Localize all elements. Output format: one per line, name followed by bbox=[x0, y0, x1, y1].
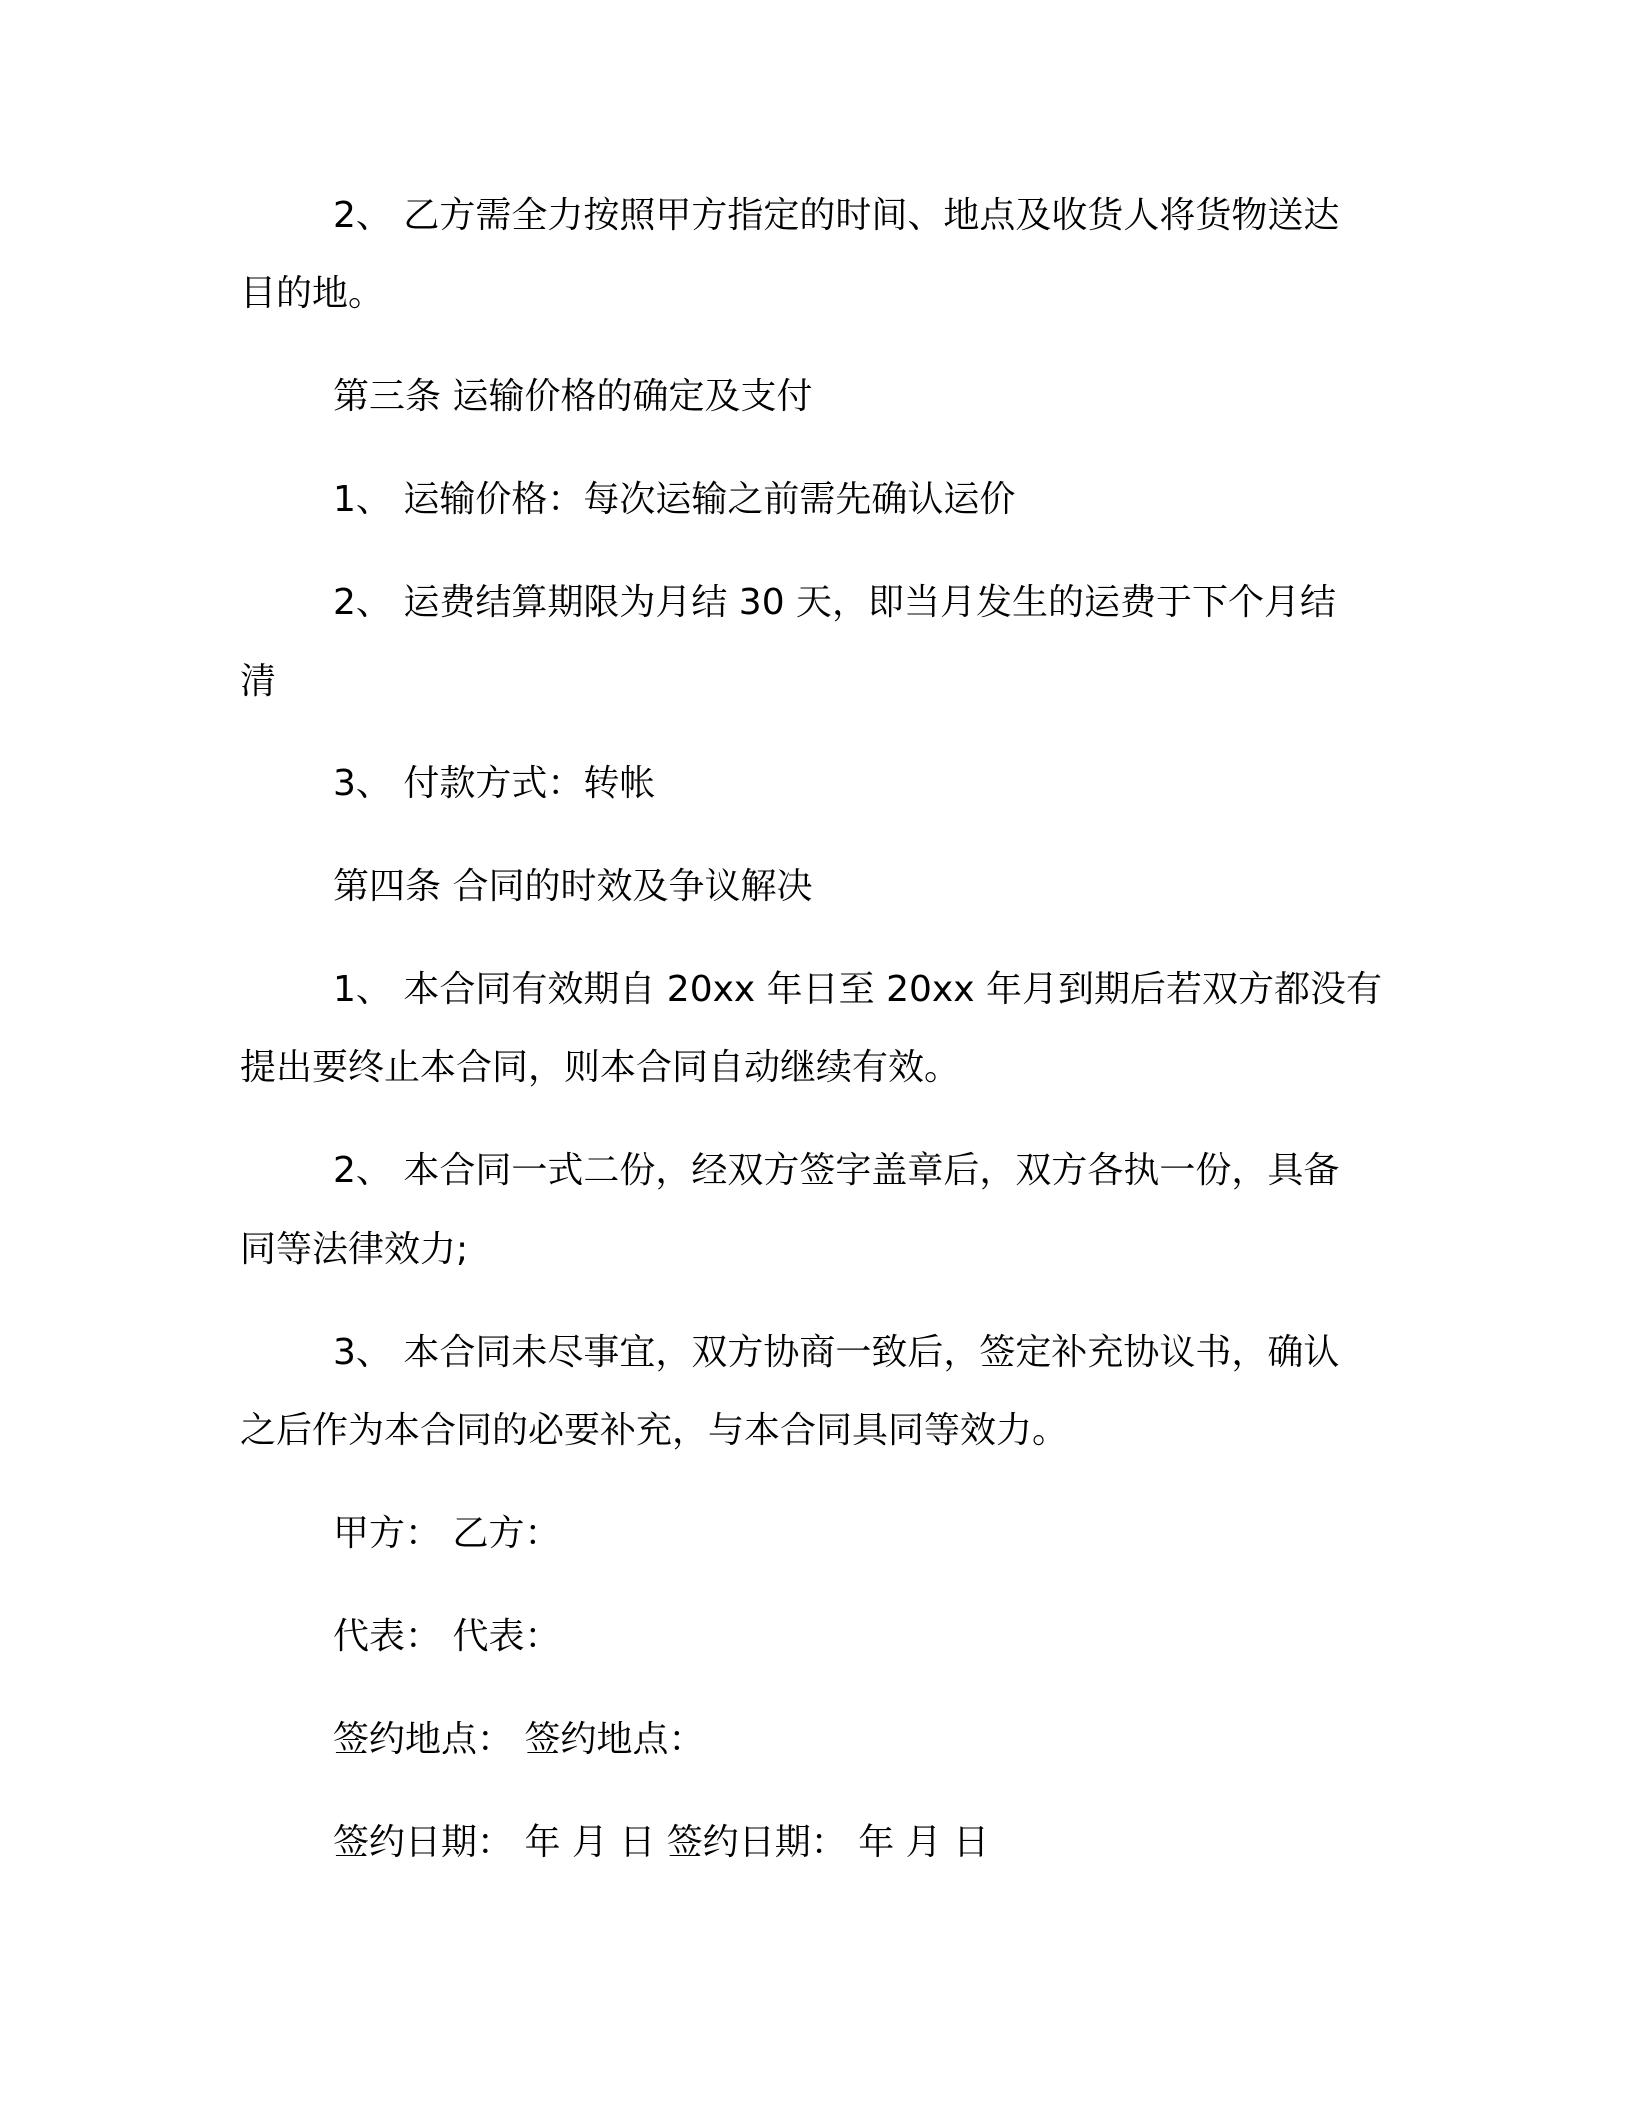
article-4-clause-2-line-2: 同等法律效力; bbox=[240, 1229, 469, 1270]
signature-place-line: 签约地点： 签约地点： bbox=[333, 1719, 705, 1760]
article-4-clause-3-line-1: 3、 本合同未尽事宜，双方协商一致后，签定补充协议书，确认 bbox=[333, 1332, 1340, 1373]
article-4-clause-1-line-2: 提出要终止本合同，则本合同自动继续有效。 bbox=[240, 1047, 961, 1088]
article-4-clause-3-line-2: 之后作为本合同的必要补充，与本合同具同等效力。 bbox=[240, 1410, 1069, 1451]
signature-party-line: 甲方： 乙方： bbox=[333, 1513, 561, 1554]
clause-2-delivery-line-2: 目的地。 bbox=[240, 273, 385, 314]
article-3-clause-1: 1、 运输价格：每次运输之前需先确认运价 bbox=[333, 479, 1016, 520]
article-3-clause-2-line-1: 2、 运费结算期限为月结 30 天，即当月发生的运费于下个月结 bbox=[333, 582, 1337, 623]
article-3-clause-3: 3、 付款方式：转帐 bbox=[333, 763, 656, 804]
article-4-clause-2-line-1: 2、 本合同一式二份，经双方签字盖章后，双方各执一份，具备 bbox=[333, 1150, 1340, 1191]
signature-date-line: 签约日期： 年 月 日 签约日期： 年 月 日 bbox=[333, 1822, 990, 1863]
article-4-clause-1-line-1: 1、 本合同有效期自 20xx 年日至 20xx 年月到期后若双方都没有 bbox=[333, 969, 1382, 1010]
clause-2-delivery-line-1: 2、 乙方需全力按照甲方指定的时间、地点及收货人将货物送达 bbox=[333, 195, 1340, 236]
article-3-clause-2-line-2: 清 bbox=[240, 661, 277, 702]
article-3-heading: 第三条 运输价格的确定及支付 bbox=[333, 376, 813, 417]
signature-representative-line: 代表： 代表： bbox=[333, 1616, 561, 1657]
article-4-heading: 第四条 合同的时效及争议解决 bbox=[333, 866, 813, 907]
